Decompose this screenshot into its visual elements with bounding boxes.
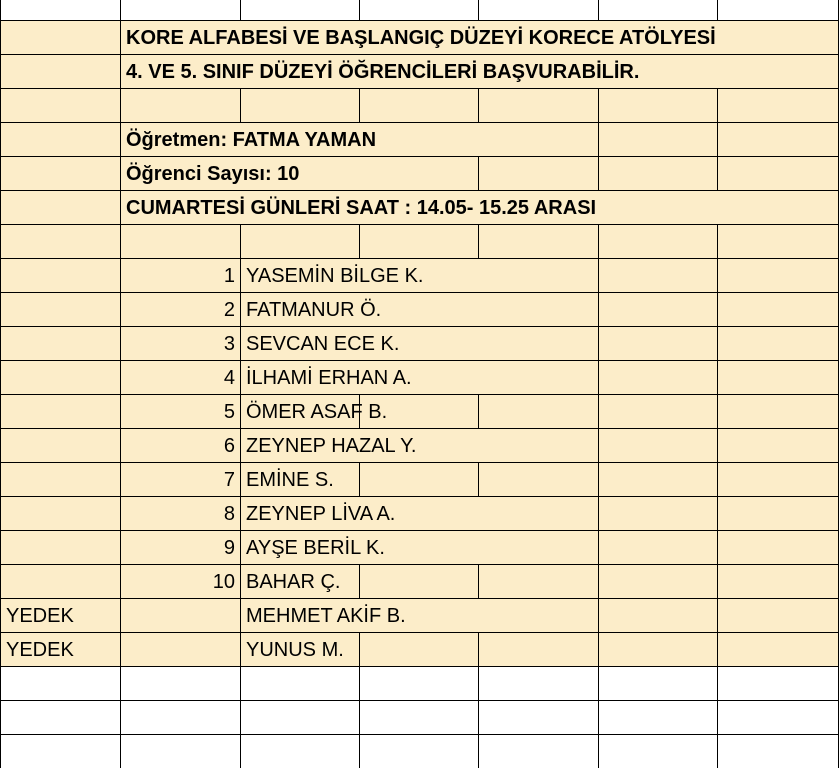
cell[interactable]	[0, 531, 121, 565]
cell[interactable]	[0, 565, 121, 599]
cell[interactable]	[121, 463, 241, 497]
cell[interactable]	[121, 361, 241, 395]
cell[interactable]	[360, 565, 479, 599]
student-number: 5	[223, 401, 235, 423]
cell[interactable]	[0, 259, 121, 293]
cell[interactable]	[0, 225, 121, 259]
cell[interactable]	[121, 327, 241, 361]
student-number: 6	[223, 435, 235, 457]
cell[interactable]	[479, 157, 599, 191]
cell[interactable]	[599, 565, 718, 599]
cell[interactable]	[0, 395, 121, 429]
cell[interactable]	[718, 123, 839, 157]
cell[interactable]	[718, 259, 839, 293]
sheet-row-blank	[0, 225, 839, 259]
reserve-row	[0, 599, 839, 633]
sheet-row-title	[0, 21, 839, 55]
cell[interactable]	[121, 633, 241, 667]
cell[interactable]	[599, 701, 718, 735]
cell[interactable]	[599, 225, 718, 259]
reserve-row	[0, 633, 839, 667]
student-name: ZEYNEP LİVA A.	[246, 503, 396, 525]
cell[interactable]	[718, 531, 839, 565]
cell[interactable]	[479, 327, 599, 361]
cell[interactable]	[360, 701, 479, 735]
cell[interactable]	[121, 667, 241, 701]
cell[interactable]	[479, 463, 599, 497]
reserve-name: MEHMET AKİF B.	[246, 605, 406, 627]
cell[interactable]	[360, 157, 479, 191]
cell[interactable]	[599, 327, 718, 361]
cell[interactable]	[479, 633, 599, 667]
student-row	[0, 361, 839, 395]
cell[interactable]	[479, 123, 599, 157]
cell[interactable]	[718, 157, 839, 191]
cell[interactable]	[0, 735, 121, 768]
cell[interactable]	[718, 497, 839, 531]
student-row	[0, 531, 839, 565]
cell[interactable]	[0, 667, 121, 701]
cell[interactable]	[0, 0, 121, 21]
cell[interactable]	[360, 89, 479, 123]
cell[interactable]	[718, 21, 839, 55]
cell[interactable]	[479, 565, 599, 599]
cell[interactable]	[718, 565, 839, 599]
student-name: SEVCAN ECE K.	[246, 333, 400, 355]
cell[interactable]	[718, 327, 839, 361]
student-row	[0, 395, 839, 429]
cell[interactable]	[718, 633, 839, 667]
cell[interactable]	[599, 361, 718, 395]
cell[interactable]	[718, 599, 839, 633]
cell[interactable]	[241, 667, 360, 701]
cell[interactable]	[479, 735, 599, 768]
student-row	[0, 293, 839, 327]
cell[interactable]	[479, 531, 599, 565]
cell[interactable]	[0, 327, 121, 361]
cell[interactable]	[599, 293, 718, 327]
student-row	[0, 259, 839, 293]
cell[interactable]	[718, 667, 839, 701]
cell[interactable]	[121, 497, 241, 531]
cell[interactable]	[0, 463, 121, 497]
sheet-row-schedule	[0, 191, 839, 225]
cell[interactable]	[0, 293, 121, 327]
cell[interactable]	[599, 599, 718, 633]
cell[interactable]	[0, 497, 121, 531]
cell[interactable]	[479, 429, 599, 463]
cell[interactable]	[241, 0, 360, 21]
cell[interactable]	[360, 667, 479, 701]
cell[interactable]	[121, 259, 241, 293]
cell[interactable]	[718, 429, 839, 463]
cell[interactable]	[0, 599, 121, 633]
cell[interactable]	[718, 361, 839, 395]
student-row	[0, 327, 839, 361]
cell[interactable]	[599, 259, 718, 293]
cell[interactable]	[360, 633, 479, 667]
cell[interactable]	[0, 701, 121, 735]
student-number: 7	[223, 469, 235, 491]
cell[interactable]	[718, 735, 839, 768]
cell[interactable]	[121, 599, 241, 633]
cell[interactable]	[121, 0, 241, 21]
cell[interactable]	[121, 89, 241, 123]
student-name: FATMANUR Ö.	[246, 299, 382, 321]
cell[interactable]	[0, 361, 121, 395]
sheet-row-teacher	[0, 123, 839, 157]
sheet-row-blank	[0, 667, 839, 701]
student-number: 8	[223, 503, 235, 525]
student-row	[0, 463, 839, 497]
cell[interactable]	[479, 0, 599, 21]
cell[interactable]	[718, 0, 839, 21]
sheet-row-blank	[0, 735, 839, 768]
cell[interactable]	[718, 463, 839, 497]
student-number: 9	[223, 537, 235, 559]
cell[interactable]	[121, 293, 241, 327]
student-name: AYŞE BERİL K.	[246, 537, 385, 559]
cell[interactable]	[121, 565, 241, 599]
cell[interactable]	[599, 633, 718, 667]
cell[interactable]	[121, 531, 241, 565]
cell[interactable]	[0, 633, 121, 667]
sheet-row-blank	[0, 89, 839, 123]
cell[interactable]	[479, 259, 599, 293]
cell[interactable]	[479, 497, 599, 531]
student-number: 1	[223, 265, 235, 287]
cell[interactable]	[599, 89, 718, 123]
cell[interactable]	[479, 599, 599, 633]
schedule-info: CUMARTESİ GÜNLERİ SAAT : 14.05- 15.25 ARASI	[126, 197, 597, 219]
cell[interactable]	[241, 701, 360, 735]
teacher-label: Öğretmen: FATMA YAMAN	[126, 129, 377, 151]
cell[interactable]	[121, 429, 241, 463]
cell[interactable]	[241, 735, 360, 768]
student-name: ÖMER ASAF B.	[246, 401, 388, 423]
cell[interactable]	[599, 429, 718, 463]
student-name: İLHAMİ ERHAN A.	[246, 367, 412, 389]
cell[interactable]	[599, 157, 718, 191]
cell[interactable]	[0, 89, 121, 123]
student-number: 2	[223, 299, 235, 321]
student-number: 3	[223, 333, 235, 355]
cell[interactable]	[0, 123, 121, 157]
student-row	[0, 565, 839, 599]
cell[interactable]	[479, 225, 599, 259]
cell[interactable]	[718, 55, 839, 89]
cell[interactable]	[0, 157, 121, 191]
student-row	[0, 429, 839, 463]
cell[interactable]	[599, 123, 718, 157]
student-name: ZEYNEP HAZAL Y.	[246, 435, 417, 457]
cell[interactable]	[0, 191, 121, 225]
student-count: Öğrenci Sayısı: 10	[126, 163, 300, 185]
cell[interactable]	[360, 463, 479, 497]
cell[interactable]	[718, 395, 839, 429]
cell[interactable]	[360, 0, 479, 21]
cell[interactable]	[718, 89, 839, 123]
student-number: 10	[212, 571, 235, 593]
cell[interactable]	[0, 55, 121, 89]
student-name: YASEMİN BİLGE K.	[246, 265, 424, 287]
student-row	[0, 497, 839, 531]
cell[interactable]	[121, 735, 241, 768]
reserve-label: YEDEK	[6, 605, 74, 627]
cell[interactable]	[360, 225, 479, 259]
cell[interactable]	[479, 701, 599, 735]
cell[interactable]	[479, 667, 599, 701]
sheet-row-blank	[0, 0, 839, 21]
cell[interactable]	[599, 497, 718, 531]
sheet-row-subtitle	[0, 55, 839, 89]
sheet-row-count	[0, 157, 839, 191]
cell[interactable]	[599, 0, 718, 21]
cell[interactable]	[241, 89, 360, 123]
cell[interactable]	[241, 225, 360, 259]
cell[interactable]	[599, 463, 718, 497]
cell[interactable]	[479, 89, 599, 123]
cell[interactable]	[599, 531, 718, 565]
cell[interactable]	[121, 225, 241, 259]
cell[interactable]	[479, 361, 599, 395]
cell[interactable]	[599, 735, 718, 768]
reserve-name: YUNUS M.	[246, 639, 344, 661]
cell[interactable]	[479, 293, 599, 327]
eligibility-note: 4. VE 5. SINIF DÜZEYİ ÖĞRENCİLERİ BAŞVURABİLİR.	[126, 61, 640, 83]
cell[interactable]	[121, 395, 241, 429]
cell[interactable]	[0, 21, 121, 55]
student-number: 4	[223, 367, 235, 389]
cell[interactable]	[718, 191, 839, 225]
cell[interactable]	[718, 225, 839, 259]
cell[interactable]	[599, 667, 718, 701]
cell[interactable]	[718, 293, 839, 327]
cell[interactable]	[0, 429, 121, 463]
student-name: BAHAR Ç.	[246, 571, 341, 593]
reserve-label: YEDEK	[6, 639, 74, 661]
cell[interactable]	[599, 395, 718, 429]
workshop-title: KORE ALFABESİ VE BAŞLANGIÇ DÜZEYİ KORECE ATÖLYESİ	[126, 27, 716, 49]
cell[interactable]	[479, 395, 599, 429]
cell[interactable]	[121, 701, 241, 735]
sheet-row-blank	[0, 701, 839, 735]
student-name: EMİNE S.	[246, 469, 334, 491]
cell[interactable]	[718, 701, 839, 735]
cell[interactable]	[360, 735, 479, 768]
